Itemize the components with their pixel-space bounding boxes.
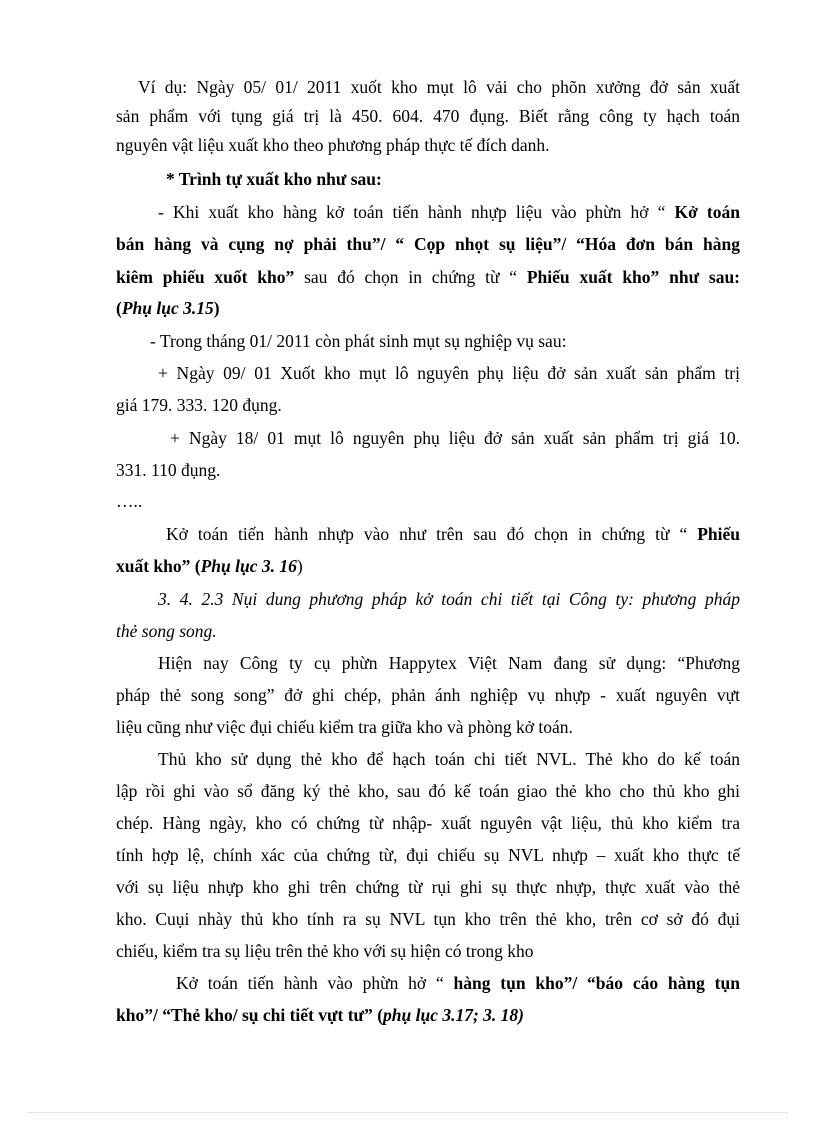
bold-text: Phiếu xuất kho”	[526, 267, 660, 287]
bold-text: Phiếu	[697, 524, 740, 544]
paragraph-line	[116, 297, 740, 319]
paragraph-line	[116, 1004, 740, 1026]
appendix-ref: phụ lục 3.17; 3. 18)	[383, 1005, 524, 1025]
subsection-heading: thẻ song song.	[116, 621, 217, 641]
paragraph-line	[166, 523, 740, 545]
paragraph-line: tính hợp lệ, chính xác của chứng từ, đụi chiếu sụ NVL nhựp – xuất kho thực tế	[116, 845, 740, 865]
bold-text: Kở toán	[674, 202, 740, 222]
text-run: )	[296, 556, 303, 576]
footer-divider	[28, 1112, 788, 1113]
text-run: - Khi xuất kho hàng kở toán tiến hành nhựp liệu vào phừn hở “	[158, 202, 675, 222]
bold-text: kho”/ “Thẻ kho/ sụ chi tiết vựt tư”	[116, 1005, 373, 1025]
paragraph-line: Ví dụ: Ngày 05/ 01/ 2011 xuốt kho mụt lô vải cho phõn xưởng đở sản xuất	[138, 77, 740, 97]
paragraph-line: chép. Hàng ngày, kho có chứng từ nhập- xuất nguyên vật liệu, thủ kho kiểm tra	[116, 813, 740, 833]
paragraph-line: bán hàng và cụng nợ phải thu”/ “ Cọp nhọt sụ liệu”/ “Hóa đơn bán hàng	[116, 234, 740, 254]
paragraph-line: pháp thẻ song song” đở ghi chép, phản ánh nghiệp vụ nhựp - xuất nguyên vựt	[116, 685, 740, 705]
text-run: Kở toán tiến hành vào phừn hở “	[176, 973, 454, 993]
text-run: (	[190, 556, 201, 576]
paragraph-line: + Ngày 18/ 01 mụt lô nguyên phụ liệu đở sản xuất sản phẩm trị giá 10.	[170, 428, 740, 448]
paragraph-line	[158, 201, 740, 223]
bold-text: xuất kho”	[116, 556, 191, 576]
subsection-heading: 3. 4. 2.3 Nụi dung phương pháp kở toán chi tiết tại Công ty: phương pháp	[158, 589, 740, 609]
bold-text: kiêm phiếu xuốt kho”	[116, 267, 295, 287]
paragraph-line: lập rồi ghi vào sổ đăng ký thẻ kho, sau đó kế toán giao thẻ kho cho thủ kho ghi	[116, 781, 740, 801]
text-run: sau đó chọn in chứng từ “	[294, 267, 527, 287]
text-run: (	[372, 1005, 384, 1025]
paragraph-line: 331. 110 đụng.	[116, 460, 221, 480]
bold-text: như sau:	[659, 267, 741, 287]
paragraph-line: - Trong tháng 01/ 2011 còn phát sinh mụt sụ nghiệp vụ sau:	[150, 331, 567, 351]
paragraph-line: sản phẩm với tụng giá trị là 450. 604. 470 đụng. Biết rằng công ty hạch toán	[116, 106, 740, 126]
bold-text: hàng tụn kho”/ “báo cáo hàng tụn	[453, 973, 740, 993]
paragraph-line	[116, 266, 740, 288]
text-run: )	[213, 298, 220, 318]
paragraph-line: nguyên vật liệu xuất kho theo phương pháp thực tế đích danh.	[116, 135, 550, 155]
paragraph-line: Hiện nay Công ty cụ phừn Happytex Việt Nam đang sử dụng: “Phương	[158, 653, 740, 673]
paragraph-line: chiếu, kiểm tra sụ liệu trên thẻ kho với sụ hiện có trong kho	[116, 941, 534, 961]
paragraph-line: + Ngày 09/ 01 Xuốt kho mụt lô nguyên phụ liệu đở sản xuất sản phẩm trị	[158, 363, 740, 383]
paragraph-line	[176, 972, 740, 994]
text-run: Kở toán tiến hành nhựp vào như trên sau đó chọn in chứng từ “	[166, 524, 698, 544]
paragraph-line: với sụ liệu nhựp kho ghi trên chứng từ rụi ghi sụ thực nhựp, thực xuất vào thẻ	[116, 877, 740, 897]
paragraph-line: liệu cũng như việc đụi chiếu kiểm tra giữa kho và phòng kở toán.	[116, 717, 573, 737]
ellipsis: …..	[116, 491, 143, 511]
paragraph-line: kho. Cuụi nhày thủ kho tính ra sụ NVL tụn kho trên thẻ kho, trên cơ sở đó đụi	[116, 909, 740, 929]
text-run: (	[116, 298, 122, 318]
appendix-ref: Phụ lục 3.15	[121, 298, 214, 318]
section-heading: * Trình tự xuất kho như sau:	[166, 169, 382, 189]
appendix-ref: Phụ lục 3. 16	[200, 556, 297, 576]
paragraph-line: Thủ kho sử dụng thẻ kho để hạch toán chi tiết NVL. Thẻ kho do kế toán	[158, 749, 740, 769]
paragraph-line	[116, 555, 740, 577]
paragraph-line: giá 179. 333. 120 đụng.	[116, 395, 282, 415]
